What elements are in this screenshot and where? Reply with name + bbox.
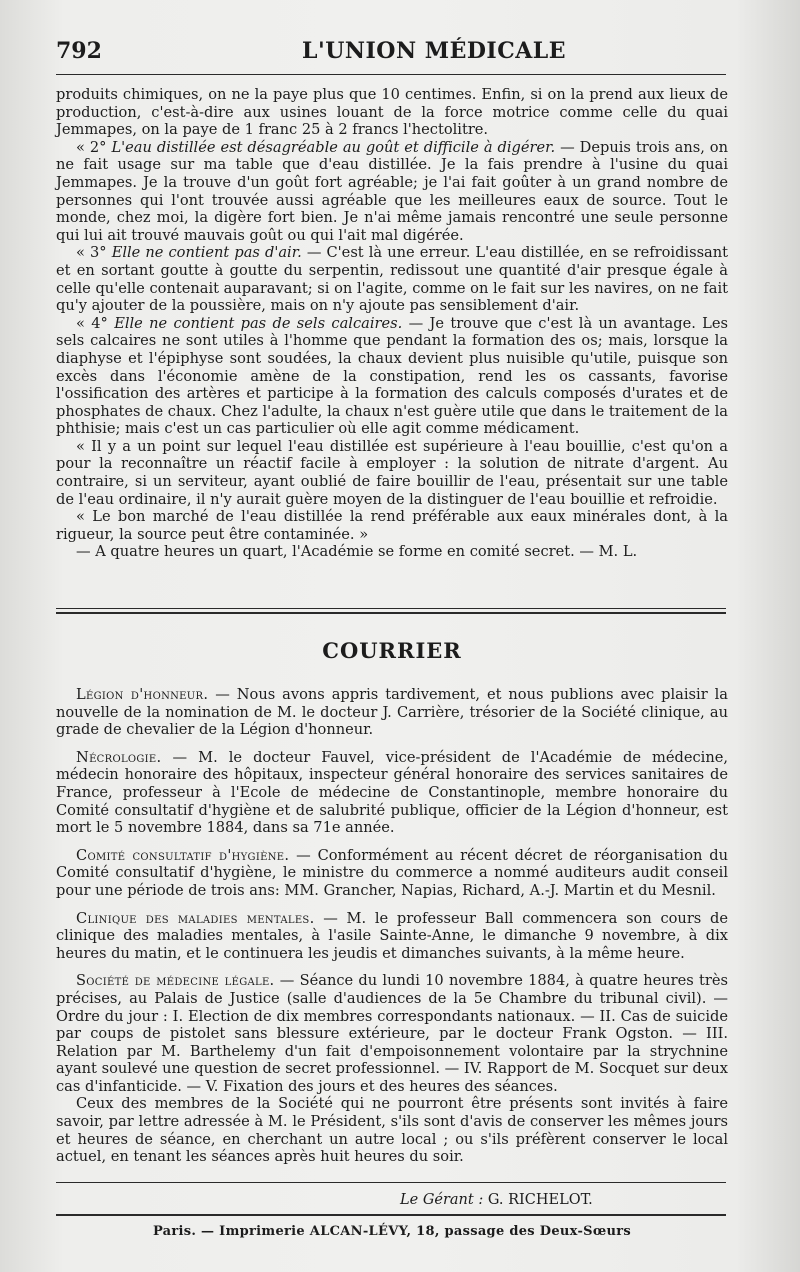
news-heading: Nécrologie. <box>76 748 162 766</box>
paragraph <box>56 244 728 314</box>
news-heading: Comité consultatif d'hygiène. <box>76 846 290 864</box>
news-text: — M. le professeur Ball commencera son cours de clinique des maladies mentales, à l'asile Sainte-Anne, le dimanche 9 novembre, à dix heures du matin, et le continuera les jeudis et dimanches suivants, à la même heure. <box>56 909 728 962</box>
item-title: Elle ne contient pas d'air. <box>111 244 302 262</box>
imprint: Paris. — Imprimerie ALCAN-LÉVY, 18, passage des Deux-Sœurs <box>152 1224 632 1239</box>
item-number: « 4° <box>76 314 108 332</box>
news-text: Ceux des membres de la Société qui ne pourront être présents sont invités à faire savoir, par lettre adressée à M. le Président, s'ils sont d'avis de conserver les mêmes jours et heures de séance, en cherchant un autre local ; ou s'ils préfèrent conserver le local actuel, en tenant les séances après huit heures du soir. <box>56 1095 728 1166</box>
item-number: « 3° <box>76 244 107 262</box>
news-item <box>56 847 728 900</box>
item-title: Elle ne contient pas de sels calcaires. <box>114 314 403 332</box>
section-title: COURRIER <box>322 638 462 663</box>
news-heading: Société de médecine légale. <box>76 972 275 990</box>
page-header <box>56 30 726 70</box>
running-title: L'UNION MÉDICALE <box>302 38 567 64</box>
item-title: L'eau distillée est désagréable au goût et difficile à digérer. <box>111 138 556 156</box>
news-heading: Légion d'honneur. <box>76 686 209 703</box>
news-text: — Séance du lundi 10 novembre 1884, à quatre heures très précises, au Palais de Justice (salle d'audiences de la 5e Chambre du tribunal civil). — Ordre du jour : I. Election de dix membres correspondants nationaux. — II. Cas de suicide par coups de pistolet sans blessure extérieure, par le docteur Frank Ogston. — III. Relation par M. Barthelemy d'un fait d'empoisonnement volontaire par la strychnine ayant soulevé une question de secret professionnel. — IV. Rapport de M. Socquet sur deux cas d'infanticide. — V. Fixation des jours et des heures des séances. <box>56 972 729 1095</box>
paragraph: — A quatre heures un quart, l'Académie se forme en comité secret. — M. L. <box>76 543 638 561</box>
header-rule <box>56 74 726 75</box>
gerant-name: G. RICHELOT. <box>487 1192 593 1208</box>
item-number: « 2° <box>76 138 107 156</box>
imprint-rule <box>56 1214 726 1216</box>
paragraph: produits chimiques, on ne la paye plus que 10 centimes. Enfin, si on la prend aux lieux de production, c'est-à-dire aux usines louant de la force motrice comme celle du quai Jemmapes, on la paye de 1 franc 25 à 2 francs l'hectolitre. <box>56 86 728 139</box>
courrier-body <box>56 686 728 1166</box>
paragraph: « Le bon marché de l'eau distillée la rend préférable aux eaux minérales dont, à la rigueur, la source peut être contaminée. » <box>56 508 728 543</box>
item-text: — Je trouve que c'est là un avantage. Les sels calcaires ne sont utiles à l'homme que pendant la formation des os; mais, lorsque la diaphyse et l'épiphyse sont soudées, la chaux devient plus nuisible qu'utile, puisque son excès dans l'économie amène de la constipation, rend les os cassants, favorise l'ossification des artères et participe à la formation des calculs composés d'urates et de phosphates de chaux. Chez l'adulte, la chaux n'est guère utile que dans le traitement de la phthisie; mais c'est un cas particulier où elle agit comme médicament. <box>56 314 729 438</box>
news-text: — Nous avons appris tardivement, et nous publions avec plaisir la nouvelle de la nomination de M. le docteur J. Carrière, trésorier de la Société clinique, au grade de chevalier de la Légion d'honneur. <box>56 686 728 739</box>
gerant-label: Le Gérant : <box>400 1192 484 1208</box>
paragraph <box>56 315 728 438</box>
news-text: — Conformément au récent décret de réorganisation du Comité consultatif d'hygiène, le ministre du commerce a nommé auditeurs audit conseil pour une période de trois ans: MM. Grancher, Napias, Richard, A.-J. Martin et du Mesnil. <box>56 846 728 899</box>
news-heading: Clinique des maladies mentales. <box>76 909 315 927</box>
news-item <box>56 749 728 837</box>
news-item <box>56 686 728 739</box>
paragraph <box>56 139 728 245</box>
item-text: — C'est là une erreur. L'eau distillée, en se refroidissant et en sortant goutte à goutte du serpentin, redissout une quantité d'air presque égale à celle qu'elle contenait auparavant; si on l'agite, comme on le fait sur les navires, on ne fait qu'y ajouter de la poussière, mais on n'y ajoute pas sensiblement d'air. <box>56 244 729 315</box>
section-rule-bottom <box>56 612 726 614</box>
news-item <box>56 910 728 963</box>
news-text: — M. le docteur Fauvel, vice-président de l'Académie de médecine, médecin honoraire des hôpitaux, inspecteur général honoraire des services sanitaires de France, professeur à l'Ecole de médecine de Constantinople, membre honoraire du Comité consultatif d'hygiène et de salubrité publique, officier de la Légion d'honneur, est mort le 5 novembre 1884, dans sa 71e année. <box>56 748 728 837</box>
news-item <box>56 1095 728 1165</box>
article-body <box>56 86 728 561</box>
paragraph: « Il y a un point sur lequel l'eau distillée est supérieure à l'eau bouillie, c'est qu'on a pour la reconnaître un réactif facile à employer : la solution de nitrate d'argent. Au contraire, si un serviteur, ayant oublié de faire bouillir de l'eau, présentait sur une table de l'eau ordinaire, il n'y aurait guère moyen de la distinguer de l'eau bouillie et refroidie. <box>56 437 728 508</box>
news-item <box>56 972 728 1095</box>
footer-rule <box>56 1182 726 1183</box>
page-number: 792 <box>56 38 102 64</box>
section-rule-top <box>56 608 726 609</box>
gerant-line <box>400 1192 730 1208</box>
item-text: — Depuis trois ans, on ne fait usage sur ma table que d'eau distillée. Je la fais prendre à l'usine du quai Jemmapes. Je la trouve d'un goût fort agréable; je l'ai fait goûter à un grand nombre de personnes qui l'ont trouvée aussi agréable que les meilleures eaux de source. Tout le monde, chez moi, la digère fort bien. Je n'ai même jamais rencontré une seule personne qui lui ait trouvé mauvais goût ou qui l'ait mal digérée. <box>56 138 728 244</box>
